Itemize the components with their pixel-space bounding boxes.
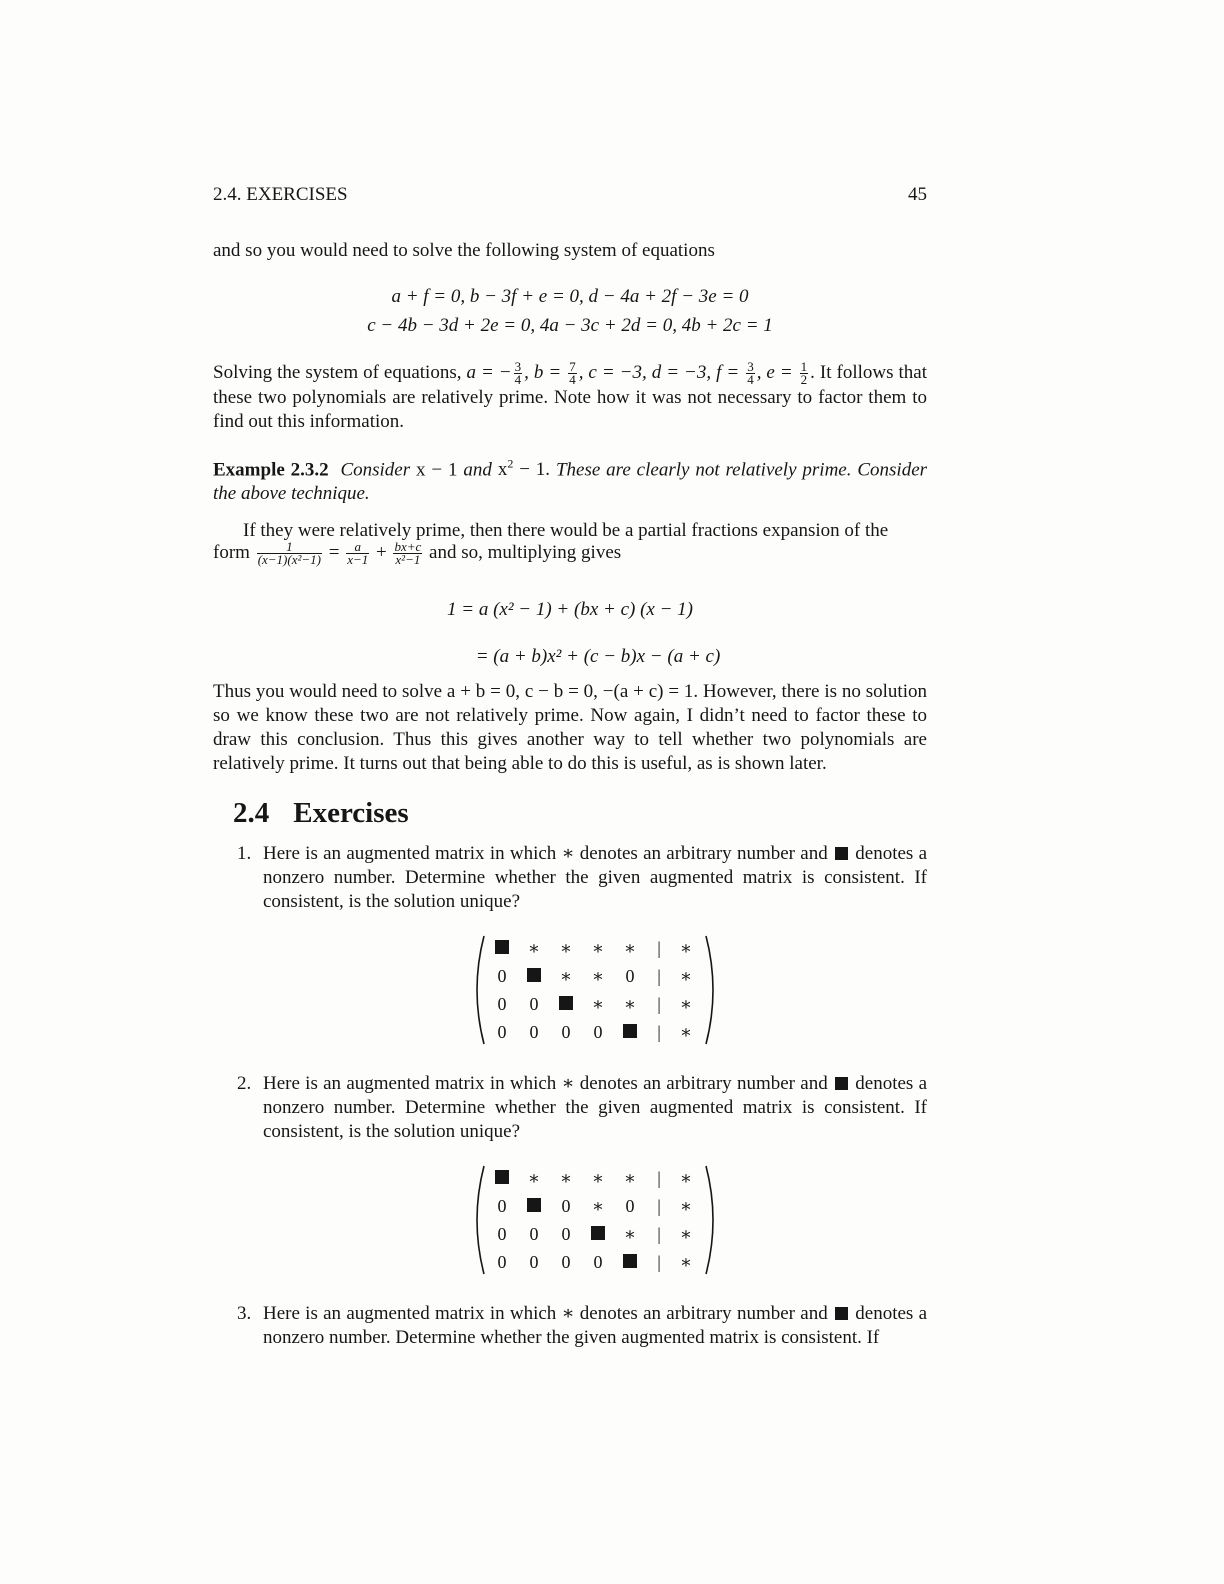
header-section: 2.4. EXERCISES	[213, 184, 348, 205]
example-label: Example 2.3.2	[213, 459, 329, 481]
matrix-cell: ∗	[591, 937, 605, 958]
matrix-cell: 0	[529, 1223, 539, 1244]
black-square-icon	[835, 847, 848, 860]
matrix-row	[486, 1248, 700, 1276]
matrix-cell: 0	[625, 1195, 635, 1216]
fraction-b: $\frac{7}{4}$	[569, 359, 576, 388]
matrix-cell: 0	[529, 1021, 539, 1042]
black-square-icon	[835, 1307, 848, 1320]
black-square-icon	[623, 1024, 637, 1038]
expansion-line-2: = (a + b)x² + (c − b)x − (a + c)	[475, 646, 721, 667]
solution-paragraph	[213, 361, 927, 434]
expansion-line-1: 1 = a (x² − 1) + (bx + c) (x − 1)	[447, 599, 693, 620]
pf-line-1: If they were relatively prime, then there would be a partial fractions expansion of the	[243, 520, 889, 541]
matrix-cell	[582, 1220, 614, 1248]
augment-bar: |	[657, 965, 661, 986]
augment-bar: |	[657, 1021, 661, 1042]
matrix-cell	[518, 1192, 550, 1220]
example-text-c: These are clearly not relatively prime. Consider the above technique.	[213, 459, 928, 505]
intro-text: and so you would need to solve the following system of equations	[213, 240, 715, 261]
matrix-row	[486, 990, 700, 1018]
matrix-cell: ∗	[679, 1251, 693, 1272]
matrix-cell: ∗	[591, 1195, 605, 1216]
black-square-icon	[527, 1198, 541, 1212]
augment-bar: |	[657, 1195, 661, 1216]
augment-bar: |	[657, 993, 661, 1014]
right-parenthesis	[706, 936, 713, 1044]
matrix-row	[486, 1220, 700, 1248]
pf-fraction-3: $\frac{bx+c}{\text{x²−1}}$	[394, 539, 422, 568]
black-square-icon	[623, 1254, 637, 1268]
pf-form: form	[213, 542, 250, 563]
matrix-cell: ∗	[527, 1167, 541, 1188]
pf-plus: +	[371, 542, 392, 563]
exercise-text-b: denotes a nonzero number. Determine whether the given augmented matrix is consistent. If	[263, 1303, 928, 1348]
matrix-cell: ∗	[623, 993, 637, 1014]
black-square-icon	[559, 996, 573, 1010]
exercise-text-a: Here is an augmented matrix in which ∗ denotes an arbitrary number and	[263, 1073, 828, 1094]
matrix-cell: 0	[593, 1021, 603, 1042]
matrix-cell: ∗	[591, 965, 605, 986]
example-text-a: Consider	[340, 459, 411, 481]
solution-a: a = −	[466, 362, 512, 383]
matrix-cell: ∗	[679, 1195, 693, 1216]
example-poly2: $x^2 - 1$.	[497, 457, 551, 481]
matrix-cell: 0	[497, 1021, 507, 1042]
matrix-cell: 0	[561, 1021, 571, 1042]
matrix-cell: ∗	[559, 1167, 573, 1188]
example-text-b: and	[463, 459, 492, 481]
section-heading	[233, 797, 409, 830]
section-number: 2.4	[233, 797, 270, 829]
augment-bar: |	[657, 937, 661, 958]
exercise-text-b: denotes a nonzero number. Determine whether the given augmented matrix is consistent. If consistent, is the solution unique?	[263, 843, 928, 912]
matrix-cell	[518, 962, 550, 990]
matrix-cell: 0	[561, 1223, 571, 1244]
matrix-cell: ∗	[623, 1223, 637, 1244]
augmented-matrix-1	[470, 934, 720, 1044]
matrix-cell: ∗	[679, 993, 693, 1014]
solution-tail: . It follows that these two polynomials are relatively prime. Note how it was not necessary to factor them to find out this information.	[213, 362, 927, 433]
example-poly1: x − 1	[416, 459, 458, 481]
matrix-row	[486, 1164, 700, 1192]
left-parenthesis	[477, 936, 484, 1044]
exercise-number: 3.	[237, 1303, 252, 1324]
exercise-1	[237, 842, 927, 914]
matrix-cell: ∗	[559, 965, 573, 986]
matrix-cell	[614, 1018, 646, 1046]
equation-system-line-2: c − 4b − 3d + 2e = 0, 4a − 3c + 2d = 0, 4b + 2c = 1	[367, 315, 773, 336]
running-header	[213, 184, 927, 208]
black-square-icon	[835, 1077, 848, 1090]
black-square-icon	[495, 1170, 509, 1184]
pf-line-2	[213, 541, 927, 566]
equation-system-line-1: a + f = 0, b − 3f + e = 0, d − 4a + 2f − 3e = 0	[391, 286, 749, 307]
left-parenthesis	[477, 1166, 484, 1274]
matrix-cell: 0	[561, 1195, 571, 1216]
matrix-row	[486, 934, 700, 962]
fraction-f: $\frac{3}{4}$	[747, 359, 754, 388]
exercise-number: 2.	[237, 1073, 252, 1094]
matrix-grid	[486, 1164, 700, 1276]
matrix-cell: 0	[529, 1251, 539, 1272]
solution-lead: Solving the system of equations,	[213, 362, 462, 383]
matrix-cell	[550, 990, 582, 1018]
matrix-cell: ∗	[623, 937, 637, 958]
pf-fraction-2: $\frac{a}{x-1}$	[347, 539, 369, 568]
exercise-text-a: Here is an augmented matrix in which ∗ denotes an arbitrary number and	[263, 843, 828, 864]
fraction-e: $\frac{1}{2}$	[800, 359, 808, 388]
matrix-cell: ∗	[527, 937, 541, 958]
matrix-cell: 0	[497, 965, 507, 986]
page-number: 45	[908, 184, 927, 205]
matrix-cell: ∗	[591, 993, 605, 1014]
conclusion-paragraph: Thus you would need to solve a + b = 0, c − b = 0, −(a + c) = 1. However, there is no solution so we know these two are not relatively prime. Now again, I didn’t need to factor these to draw this conclusion. Thus this gives another way to tell whether two polynomials are relatively prime. It turns out that being able to do this is useful, as is shown later.	[213, 681, 927, 774]
matrix-cell: ∗	[679, 1021, 693, 1042]
pf-eq: =	[324, 542, 345, 563]
black-square-icon	[495, 940, 509, 954]
matrix-cell: ∗	[679, 937, 693, 958]
matrix-cell: 0	[497, 993, 507, 1014]
matrix-cell: 0	[561, 1251, 571, 1272]
matrix-cell: 0	[497, 1251, 507, 1272]
example-block	[213, 452, 927, 506]
matrix-cell: 0	[625, 965, 635, 986]
fraction-a: $\frac{3}{4}$	[514, 359, 522, 388]
pf-fraction-1: $\frac{1}{\text{(x−1)(x²−1)}}$	[257, 539, 321, 568]
matrix-cell: ∗	[679, 1167, 693, 1188]
pf-tail: and so, multiplying gives	[429, 542, 622, 563]
matrix-cell	[486, 1164, 518, 1192]
black-square-icon	[527, 968, 541, 982]
augment-bar: |	[657, 1167, 661, 1188]
matrix-cell	[614, 1248, 646, 1276]
matrix-cell: 0	[497, 1195, 507, 1216]
right-parenthesis	[706, 1166, 713, 1274]
augment-bar: |	[657, 1223, 661, 1244]
matrix-cell: ∗	[679, 1223, 693, 1244]
exercise-text-a: Here is an augmented matrix in which ∗ denotes an arbitrary number and	[263, 1303, 828, 1324]
matrix-cell: 0	[497, 1223, 507, 1244]
augmented-matrix-2	[470, 1164, 720, 1274]
exercise-3	[237, 1302, 927, 1350]
matrix-cell: ∗	[679, 965, 693, 986]
exercise-2	[237, 1072, 927, 1144]
matrix-cell: ∗	[559, 937, 573, 958]
solution-cdf: , c = −3, d = −3, f =	[578, 362, 745, 383]
matrix-cell: 0	[529, 993, 539, 1014]
matrix-grid	[486, 934, 700, 1046]
section-title: Exercises	[293, 797, 409, 829]
solution-b: , b =	[524, 362, 567, 383]
matrix-cell: 0	[593, 1251, 603, 1272]
solution-e: , e =	[756, 362, 798, 383]
matrix-cell: ∗	[591, 1167, 605, 1188]
exercise-number: 1.	[237, 843, 252, 864]
matrix-row	[486, 1018, 700, 1046]
matrix-cell: ∗	[623, 1167, 637, 1188]
matrix-row	[486, 1192, 700, 1220]
black-square-icon	[591, 1226, 605, 1240]
matrix-row	[486, 962, 700, 990]
matrix-cell	[486, 934, 518, 962]
augment-bar: |	[657, 1251, 661, 1272]
exercise-text-b: denotes a nonzero number. Determine whether the given augmented matrix is consistent. If consistent, is the solution unique?	[263, 1073, 928, 1142]
